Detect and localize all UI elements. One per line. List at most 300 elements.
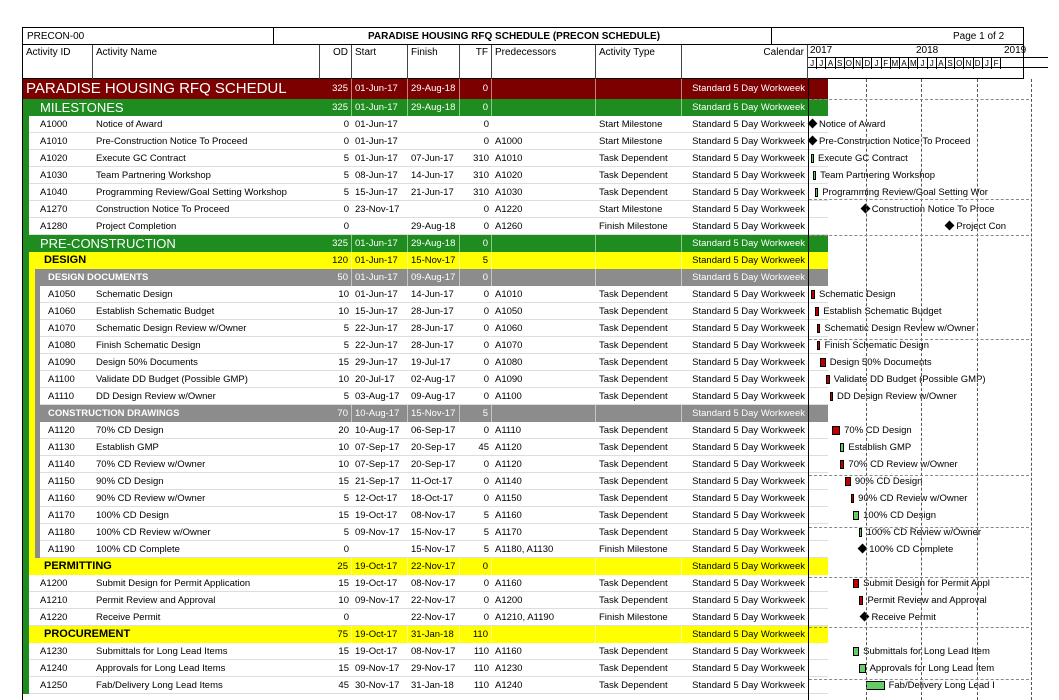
col-activity-type[interactable]: Activity Type bbox=[596, 45, 682, 79]
milestone-diamond-icon[interactable] bbox=[808, 119, 818, 129]
wbs-row[interactable] bbox=[23, 235, 828, 252]
cell-cal: Standard 5 Day Workweek bbox=[692, 153, 805, 164]
gantt-row bbox=[809, 422, 1059, 439]
cell-type: Start Milestone bbox=[599, 204, 663, 215]
cell-name: 100% CD Design bbox=[96, 510, 169, 521]
cell-type bbox=[596, 235, 682, 252]
table-row[interactable] bbox=[23, 660, 828, 677]
cell-finish: 07-Jun-17 bbox=[411, 153, 454, 164]
month-label: S bbox=[836, 58, 845, 69]
cell-finish: 08-Nov-17 bbox=[411, 510, 456, 521]
cell-name: Design 50% Documents bbox=[96, 357, 198, 368]
milestone-diamond-icon[interactable] bbox=[860, 612, 870, 622]
cell-name: Receive Permit bbox=[96, 612, 161, 623]
cell-start bbox=[352, 541, 408, 558]
cell-tf: 110 bbox=[473, 646, 489, 657]
gantt-row bbox=[809, 609, 1059, 626]
activity-bar[interactable] bbox=[815, 188, 818, 197]
cell-name: Finish Schematic Design bbox=[96, 340, 201, 351]
cell-pred: A1210, A1190 bbox=[495, 612, 554, 623]
cell-id: A1270 bbox=[40, 204, 68, 215]
activity-bar[interactable] bbox=[815, 307, 819, 316]
cell-tf: 0 bbox=[483, 323, 489, 334]
cell-cal: Standard 5 Day Workweek bbox=[692, 510, 805, 521]
gantt-label: Programming Review/Goal Setting Wor bbox=[822, 187, 988, 198]
cell-od: 10 bbox=[338, 289, 349, 300]
col-finish[interactable]: Finish bbox=[408, 45, 460, 79]
gantt-row bbox=[809, 490, 1059, 507]
cell-name: Establish Schematic Budget bbox=[96, 306, 215, 317]
table-row[interactable] bbox=[23, 286, 828, 303]
wbs-indent-band bbox=[23, 235, 29, 252]
cell-name: 70% CD Design bbox=[96, 425, 164, 436]
month-label: A bbox=[937, 58, 946, 69]
cell-type: Task Dependent bbox=[599, 425, 668, 436]
column-header bbox=[22, 45, 1027, 79]
gantt-row bbox=[809, 303, 1059, 320]
cell-tf: 0 bbox=[483, 391, 489, 402]
table-row[interactable] bbox=[23, 303, 828, 320]
col-start[interactable]: Start bbox=[352, 45, 408, 79]
cell-name: Project Completion bbox=[96, 221, 177, 232]
activity-bar[interactable] bbox=[826, 375, 830, 384]
cell-cal: Standard 5 Day Workweek bbox=[692, 119, 805, 130]
wbs-indent-band bbox=[35, 422, 40, 439]
wbs-indent-band bbox=[23, 252, 29, 269]
cell-type: Start Milestone bbox=[599, 119, 663, 130]
month-label: D bbox=[863, 58, 872, 69]
cell-cal: Standard 5 Day Workweek bbox=[692, 408, 805, 419]
gantt-separator bbox=[809, 339, 1029, 340]
wbs-indent-band bbox=[35, 456, 40, 473]
cell-od: 5 bbox=[343, 527, 349, 538]
table-row[interactable] bbox=[23, 643, 828, 660]
cell-cal: Standard 5 Day Workweek bbox=[692, 595, 805, 606]
cell-id: A1080 bbox=[48, 340, 76, 351]
cell-name: Permit Review and Approval bbox=[96, 595, 216, 606]
cell-start: 03-Aug-17 bbox=[355, 391, 400, 402]
cell-pred bbox=[492, 252, 596, 269]
cell-id: A1030 bbox=[40, 170, 68, 181]
cell-cal: Standard 5 Day Workweek bbox=[692, 374, 805, 385]
cell-tf: 310 bbox=[473, 187, 489, 198]
gantt-row bbox=[809, 201, 1059, 218]
col-calendar[interactable]: Calendar bbox=[682, 45, 808, 79]
table-row[interactable] bbox=[23, 490, 828, 507]
cell-start: 19-Oct-17 bbox=[355, 510, 398, 521]
cell-tf: 0 bbox=[483, 289, 489, 300]
cell-name: Validate DD Budget (Possible GMP) bbox=[96, 374, 248, 385]
activity-bar[interactable] bbox=[811, 290, 815, 299]
cell-name: 100% CD Complete bbox=[96, 544, 180, 555]
wbs-row[interactable] bbox=[23, 558, 828, 575]
wbs-row[interactable] bbox=[23, 405, 828, 422]
cell-finish: 31-Jan-18 bbox=[411, 680, 454, 691]
cell-id: A1110 bbox=[48, 391, 75, 402]
cell-od: 5 bbox=[343, 187, 349, 198]
table-row[interactable] bbox=[23, 116, 828, 133]
cell-pred: A1100 bbox=[495, 391, 522, 402]
cell-finish: 29-Aug-18 bbox=[408, 235, 460, 252]
activity-bar[interactable] bbox=[817, 324, 820, 333]
cell-cal: Standard 5 Day Workweek bbox=[692, 187, 805, 198]
activity-bar[interactable] bbox=[859, 528, 862, 537]
cell-start: 01-Jun-17 bbox=[352, 79, 408, 99]
cell-start: 19-Oct-17 bbox=[352, 626, 408, 643]
table-row[interactable] bbox=[23, 167, 828, 184]
cell-start: 19-Oct-17 bbox=[355, 578, 398, 589]
activity-bar[interactable] bbox=[817, 341, 820, 350]
cell-name: Programming Review/Goal Setting Workshop bbox=[96, 187, 287, 198]
cell-finish: 08-Nov-17 bbox=[411, 646, 456, 657]
month-label: M bbox=[891, 59, 899, 68]
cell-pred bbox=[492, 79, 596, 99]
cell-finish bbox=[408, 201, 460, 218]
gantt-row bbox=[809, 133, 1059, 150]
cell-tf: 0 bbox=[483, 221, 489, 232]
cell-name: Team Partnering Workshop bbox=[96, 170, 211, 181]
month-label: J bbox=[872, 58, 881, 69]
year-2018: 2018 bbox=[916, 45, 939, 56]
activity-bar[interactable] bbox=[813, 171, 816, 180]
cell-type: Task Dependent bbox=[599, 595, 668, 606]
cell-start: 19-Oct-17 bbox=[355, 646, 398, 657]
wbs-indent-band bbox=[35, 286, 40, 303]
cell-name: DD Design Review w/Owner bbox=[96, 391, 216, 402]
wbs-indent-band bbox=[23, 575, 29, 592]
cell-pred: A1060 bbox=[495, 323, 523, 334]
cell-type: Finish Milestone bbox=[599, 612, 668, 623]
cell-finish: 22-Nov-17 bbox=[411, 612, 456, 623]
table-row[interactable] bbox=[23, 337, 828, 354]
activity-bar[interactable] bbox=[830, 392, 833, 401]
cell-od: 5 bbox=[343, 153, 349, 164]
cell-pred: A1120 bbox=[495, 459, 522, 470]
cell-type: Task Dependent bbox=[599, 578, 668, 589]
cell-pred: A1080 bbox=[495, 357, 523, 368]
cell-od: 5 bbox=[343, 340, 349, 351]
table-row[interactable] bbox=[23, 320, 828, 337]
gantt-label: Establish GMP bbox=[848, 442, 912, 453]
table-row[interactable] bbox=[23, 541, 828, 558]
wbs-indent-band bbox=[23, 150, 29, 167]
activity-bar[interactable] bbox=[853, 579, 859, 588]
cell-start bbox=[352, 218, 408, 235]
cell-pred: A1050 bbox=[495, 306, 523, 317]
cell-od: 15 bbox=[338, 510, 349, 521]
cell-od: 10 bbox=[338, 306, 349, 317]
wbs-indent-band bbox=[23, 626, 29, 643]
cell-od: 120 bbox=[320, 252, 352, 269]
activity-bar[interactable] bbox=[840, 460, 844, 469]
gantt-label: Submit Design for Permit Appl bbox=[863, 578, 990, 589]
month-label: A bbox=[826, 58, 835, 69]
table-row[interactable] bbox=[23, 575, 828, 592]
month-label: O bbox=[956, 59, 963, 68]
activity-bar[interactable] bbox=[845, 477, 851, 486]
cell-finish: 14-Jun-17 bbox=[411, 170, 454, 181]
col-activity-id[interactable]: Activity ID bbox=[23, 45, 93, 79]
cell-tf: 0 bbox=[460, 99, 492, 116]
table-row[interactable] bbox=[23, 507, 828, 524]
cell-pred: A1260 bbox=[495, 221, 523, 232]
month-label: J bbox=[817, 58, 826, 69]
gantt-separator bbox=[809, 199, 1029, 200]
table-row[interactable] bbox=[23, 456, 828, 473]
cell-pred: A1120 bbox=[495, 442, 522, 453]
activity-bar[interactable] bbox=[840, 443, 844, 452]
cell-finish: 29-Aug-18 bbox=[408, 79, 460, 99]
cell-name: 90% CD Design bbox=[96, 476, 164, 487]
gantt-row bbox=[809, 643, 1059, 660]
gantt-label: 90% CD Design bbox=[854, 476, 923, 487]
cell-type: Task Dependent bbox=[599, 187, 668, 198]
cell-pred bbox=[492, 99, 596, 116]
cell-finish: 22-Nov-17 bbox=[411, 595, 456, 606]
cell-finish: 19-Jul-17 bbox=[411, 357, 451, 368]
cell-cal: Standard 5 Day Workweek bbox=[692, 306, 805, 317]
gantt-separator bbox=[809, 679, 1029, 680]
cell-tf: 0 bbox=[483, 493, 489, 504]
cell-tf: 110 bbox=[473, 680, 489, 691]
cell-type: Task Dependent bbox=[599, 374, 668, 385]
cell-name: 70% CD Review w/Owner bbox=[96, 459, 206, 470]
gantt-row bbox=[809, 660, 1059, 677]
activity-bar[interactable] bbox=[820, 358, 826, 367]
table-row[interactable] bbox=[23, 133, 828, 150]
cell-name: DESIGN bbox=[44, 254, 87, 266]
month-label: J bbox=[983, 58, 992, 69]
cell-name: Establish GMP bbox=[96, 442, 159, 453]
cell-pred: A1180, A1130 bbox=[495, 544, 554, 555]
activity-bar[interactable] bbox=[853, 647, 859, 656]
month-label: M bbox=[909, 59, 917, 68]
cell-od: 5 bbox=[343, 170, 349, 181]
wbs-indent-band bbox=[23, 609, 29, 626]
cell-name: Execute GC Contract bbox=[96, 153, 186, 164]
cell-name: Approvals for Long Lead Items bbox=[96, 663, 226, 674]
col-activity-name[interactable]: Activity Name bbox=[93, 45, 320, 79]
wbs-row[interactable] bbox=[23, 99, 828, 116]
cell-finish: 28-Jun-17 bbox=[411, 306, 454, 317]
cell-name: Submittals for Long Lead Items bbox=[96, 646, 228, 657]
wbs-indent-band bbox=[35, 354, 40, 371]
activity-bar[interactable] bbox=[851, 494, 854, 503]
cell-pred: A1150 bbox=[495, 493, 522, 504]
cell-name: CONSTRUCTION DRAWINGS bbox=[48, 408, 180, 419]
cell-pred bbox=[492, 116, 596, 133]
cell-start: 01-Jun-17 bbox=[352, 269, 408, 286]
wbs-indent-band bbox=[35, 507, 40, 524]
cell-id: A1070 bbox=[48, 323, 76, 334]
wbs-indent-band bbox=[35, 337, 40, 354]
wbs-row[interactable] bbox=[23, 269, 828, 286]
activity-bar[interactable] bbox=[832, 426, 840, 435]
cell-type: Task Dependent bbox=[599, 476, 668, 487]
cell-tf: 110 bbox=[473, 663, 489, 674]
cell-tf: 0 bbox=[460, 269, 492, 286]
cell-od: 5 bbox=[343, 391, 349, 402]
cell-pred: A1090 bbox=[495, 374, 523, 385]
cell-od: 15 bbox=[338, 646, 349, 657]
gantt-row bbox=[809, 456, 1059, 473]
milestone-diamond-icon[interactable] bbox=[945, 221, 955, 231]
cell-finish: 20-Sep-17 bbox=[411, 459, 456, 470]
cell-cal: Standard 5 Day Workweek bbox=[692, 612, 805, 623]
cell-id: A1280 bbox=[40, 221, 68, 232]
cell-finish: 11-Oct-17 bbox=[411, 476, 453, 487]
wbs-indent-band bbox=[35, 303, 40, 320]
cell-id: A1090 bbox=[48, 357, 76, 368]
table-row[interactable] bbox=[23, 201, 828, 218]
cell-od: 15 bbox=[338, 357, 349, 368]
gantt-label: Notice of Award bbox=[819, 119, 886, 130]
cell-start: 10-Aug-17 bbox=[352, 405, 408, 422]
wbs-row[interactable] bbox=[23, 626, 828, 643]
wbs-row[interactable] bbox=[23, 252, 828, 269]
table-row[interactable] bbox=[23, 150, 828, 167]
cell-start: 01-Jun-17 bbox=[355, 153, 398, 164]
cell-id: A1130 bbox=[48, 442, 75, 453]
cell-type: Task Dependent bbox=[599, 357, 668, 368]
cell-id: A1020 bbox=[40, 153, 68, 164]
cell-od: 10 bbox=[338, 459, 349, 470]
timeline-years bbox=[808, 45, 1028, 57]
cell-pred: A1140 bbox=[495, 476, 522, 487]
col-od[interactable]: OD bbox=[320, 45, 352, 79]
gantt-label: 100% CD Complete bbox=[869, 544, 954, 555]
cell-tf: 0 bbox=[483, 340, 489, 351]
table-row[interactable] bbox=[23, 473, 828, 490]
wbs-indent-band bbox=[35, 473, 40, 490]
cell-finish: 28-Jun-17 bbox=[411, 340, 454, 351]
cell-pred bbox=[492, 235, 596, 252]
cell-pred: A1010 bbox=[495, 289, 523, 300]
cell-type: Task Dependent bbox=[599, 663, 668, 674]
cell-cal: Standard 5 Day Workweek bbox=[692, 323, 805, 334]
wbs-indent-band bbox=[35, 320, 40, 337]
cell-pred: A1240 bbox=[495, 680, 523, 691]
activity-bar[interactable] bbox=[853, 511, 859, 520]
cell-type: Task Dependent bbox=[599, 391, 668, 402]
gantt-label: Receive Permit bbox=[871, 612, 936, 623]
gantt-row bbox=[809, 592, 1059, 609]
cell-start: 10-Aug-17 bbox=[355, 425, 400, 436]
cell-name: MILESTONES bbox=[40, 100, 124, 115]
table-row[interactable] bbox=[23, 439, 828, 456]
cell-pred: A1160 bbox=[495, 646, 522, 657]
year-2017: 2017 bbox=[810, 45, 833, 56]
cell-start: 20-Jul-17 bbox=[355, 374, 395, 385]
month-label: F bbox=[992, 58, 1001, 69]
table-row[interactable] bbox=[23, 609, 828, 626]
gantt-label: Approvals for Long Lead Item bbox=[869, 663, 995, 674]
cell-type: Task Dependent bbox=[599, 340, 668, 351]
cell-start: 15-Jun-17 bbox=[355, 306, 398, 317]
cell-type: Task Dependent bbox=[599, 170, 668, 181]
gantt-label: Fab/Delivery Long Lead I bbox=[888, 680, 995, 691]
cell-type: Task Dependent bbox=[599, 323, 668, 334]
cell-tf: 310 bbox=[473, 153, 489, 164]
cell-name: Construction Notice To Proceed bbox=[96, 204, 230, 215]
cell-type: Task Dependent bbox=[599, 680, 668, 691]
cell-type: Task Dependent bbox=[599, 306, 668, 317]
table-row[interactable] bbox=[23, 592, 828, 609]
gantt-label: 100% CD Review w/Owner bbox=[866, 527, 982, 538]
wbs-row[interactable] bbox=[23, 79, 828, 99]
gantt-gridline bbox=[921, 79, 922, 700]
table-row[interactable] bbox=[23, 184, 828, 201]
gantt-separator bbox=[809, 627, 1029, 628]
col-predecessors[interactable]: Predecessors bbox=[492, 45, 596, 79]
cell-start: 01-Jun-17 bbox=[355, 289, 398, 300]
milestone-diamond-icon[interactable] bbox=[808, 136, 818, 146]
activity-bar[interactable] bbox=[859, 596, 863, 605]
cell-type bbox=[596, 626, 682, 643]
cell-type: Task Dependent bbox=[599, 442, 668, 453]
table-row[interactable] bbox=[23, 388, 828, 405]
activity-bar[interactable] bbox=[811, 154, 814, 163]
activity-bar[interactable] bbox=[866, 681, 885, 690]
cell-cal: Standard 5 Day Workweek bbox=[692, 442, 805, 453]
cell-od: 10 bbox=[338, 374, 349, 385]
cell-name: 100% CD Review w/Owner bbox=[96, 527, 211, 538]
gantt-gridline bbox=[1031, 79, 1032, 700]
gantt-separator bbox=[809, 235, 1029, 236]
cell-tf: 0 bbox=[483, 476, 489, 487]
cell-start: 09-Nov-17 bbox=[355, 527, 400, 538]
table-row[interactable] bbox=[23, 218, 828, 235]
wbs-indent-band bbox=[23, 592, 29, 609]
gantt-row bbox=[809, 116, 1059, 133]
cell-cal: Standard 5 Day Workweek bbox=[692, 561, 805, 572]
cell-tf: 0 bbox=[483, 612, 489, 623]
cell-name: PROCUREMENT bbox=[44, 628, 131, 640]
col-tf[interactable]: TF bbox=[460, 45, 492, 79]
cell-type: Task Dependent bbox=[599, 646, 668, 657]
table-row[interactable] bbox=[23, 524, 828, 541]
cell-finish: 21-Jun-17 bbox=[411, 187, 454, 198]
cell-start: 01-Jun-17 bbox=[352, 252, 408, 269]
cell-start: 15-Jun-17 bbox=[355, 187, 398, 198]
cell-id: A1140 bbox=[48, 459, 75, 470]
cell-start: 01-Jun-17 bbox=[355, 119, 398, 130]
table-row[interactable] bbox=[23, 371, 828, 388]
table-row[interactable] bbox=[23, 677, 828, 694]
cell-od: 15 bbox=[338, 663, 349, 674]
gantt-row bbox=[809, 388, 1059, 405]
cell-finish: 02-Aug-17 bbox=[411, 374, 456, 385]
cell-finish: 06-Sep-17 bbox=[411, 425, 456, 436]
table-row[interactable] bbox=[23, 354, 828, 371]
cell-od: 70 bbox=[320, 405, 352, 422]
month-label: A bbox=[900, 58, 909, 69]
cell-type: Task Dependent bbox=[599, 493, 668, 504]
cell-id: A1170 bbox=[48, 510, 75, 521]
cell-cal: Standard 5 Day Workweek bbox=[692, 578, 805, 589]
cell-cal: Standard 5 Day Workweek bbox=[692, 83, 805, 94]
wbs-indent-band bbox=[23, 218, 29, 235]
timeline-months bbox=[808, 57, 1048, 68]
cell-tf: 0 bbox=[483, 204, 489, 215]
wbs-indent-band bbox=[23, 660, 29, 677]
cell-finish: 09-Aug-17 bbox=[408, 269, 460, 286]
activity-bar[interactable] bbox=[859, 664, 865, 673]
cell-id: A1100 bbox=[48, 374, 75, 385]
cell-tf: 0 bbox=[483, 459, 489, 470]
page-number: Page 1 of 2 bbox=[953, 31, 1005, 42]
table-row[interactable] bbox=[23, 422, 828, 439]
